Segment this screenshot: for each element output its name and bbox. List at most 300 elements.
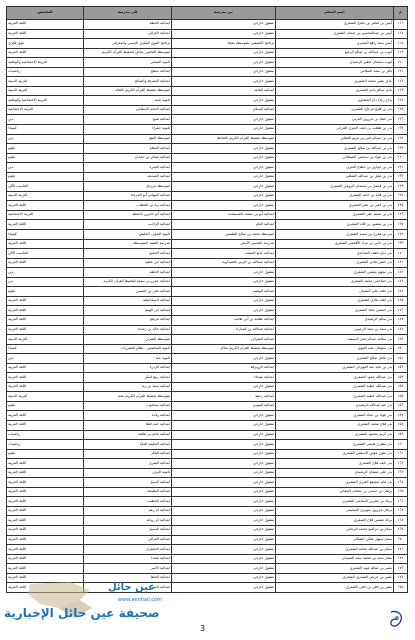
cell-spec: اللغة العربية (7, 506, 84, 516)
cell-from: مدرسة التفسير الأبيض (172, 239, 276, 249)
cell-num: ١٧٢ (394, 554, 408, 564)
cell-spec: اللغة العربية (7, 29, 84, 39)
table-row (7, 287, 408, 297)
cell-from: منقول خارجي (172, 48, 276, 58)
cell-name: بدر بن منصور بن قائد الشمري (276, 220, 394, 230)
cell-num: ١٣١ (394, 163, 408, 173)
table-row (7, 535, 408, 545)
cell-spec: التربية الاجتماعية (7, 210, 84, 220)
cell-to: متوسطة تحفيظ القرآن الكريم بالقائد (84, 86, 172, 96)
cell-num: ١٤٧ (394, 315, 408, 325)
table-row (7, 48, 408, 58)
cell-name: بادي بشير محمد الشمري (276, 77, 394, 87)
cell-name: برهان مرزوق سويري السعيمي (276, 506, 394, 516)
cell-num: ١١٩ (394, 48, 408, 58)
cell-num: ١٢٤ (394, 96, 408, 106)
cell-name: أيمن سعد رافع الشمري (276, 39, 394, 49)
cell-from: منقول خارجي (172, 382, 276, 392)
cell-from: منقول خارجي (172, 468, 276, 478)
table-row (7, 516, 408, 526)
cell-spec: اللغة العربية (7, 373, 84, 383)
cell-to: متوسطة مرزعل (84, 182, 172, 192)
cell-spec: اللغة العربية (7, 420, 84, 430)
cell-spec: التربية الدينية (7, 191, 84, 201)
table-row (7, 268, 408, 278)
cell-spec: اللغة العربية (7, 296, 84, 306)
cell-to: ابتدائية عمرو بن سلمة لتحفيظ القرآن الكريم (84, 277, 172, 287)
table-row (7, 392, 408, 402)
cell-from: منقول خارجي (172, 573, 276, 583)
cell-num: ١٥٧ (394, 411, 408, 421)
cell-num: ١٢٨ (394, 134, 408, 144)
table-row (7, 258, 408, 268)
cell-from: متوسطة تحفيظ القرآن الكريم بالحائط (172, 134, 276, 144)
cell-from: ابتدائية الشراف (172, 335, 276, 345)
cell-num: ١٢٦ (394, 115, 408, 125)
cell-num: ١٧١ (394, 545, 408, 555)
cell-to: ابتدائية زيد بن الخطاب (84, 201, 172, 211)
cell-name: بدر سليمان عمد اللبوي (276, 344, 394, 354)
cell-to: ابتدائية الجعفري (84, 545, 172, 555)
cell-to: ابتدائية الخطيب (84, 497, 172, 507)
cell-from: ابتدائية أبو بن سلمة بالمستجدة (172, 210, 276, 220)
cell-from: منقول خارجي (172, 430, 276, 440)
cell-num: ١٣٢ (394, 172, 408, 182)
cell-to: ثانوية جبة (84, 354, 172, 364)
cell-num: ١٣٧ (394, 220, 408, 230)
cell-spec: التربية الدينية (7, 335, 84, 345)
cell-name: بدر حماد بن مرزوق العربي (276, 115, 394, 125)
cell-to: ابتدائية الضري (84, 459, 172, 469)
cell-spec: اللغة العربية (7, 411, 84, 421)
cell-num: ١١٦ (394, 20, 408, 30)
cell-name: بدر بن هليل بن عبدالله الشطي (276, 172, 394, 182)
cell-num: ١٤٩ (394, 335, 408, 345)
cell-name: بدر حماحمي محمد الشمري (276, 277, 394, 287)
cell-spec: التربية الاجتماعية والوطنية (7, 96, 84, 106)
cell-spec: اللغة العربية (7, 554, 84, 564)
site-url: www.aenhail.com (118, 597, 162, 603)
table-row (7, 96, 408, 106)
table-row (7, 20, 408, 30)
cell-to: ثانوية الترف (84, 468, 172, 478)
cell-spec: علوم (7, 401, 84, 411)
cell-from: ابتدائية عبدالله بن المبارك (172, 325, 276, 335)
cell-num: ١٦٩ (394, 525, 408, 535)
cell-num: ١٥٩ (394, 430, 408, 440)
cell-name: بسام سيهل ملكي الشلالي (276, 535, 394, 545)
cell-spec: اللغة العربية (7, 564, 84, 574)
header-name: اسم المعلم (276, 7, 394, 20)
cell-to: متوسطة تحفيظ القرآن الكريم بحية (84, 392, 172, 402)
cell-name: بدر فلاح محمد الشمري (276, 420, 394, 430)
cell-spec: اللغة العربية (7, 468, 84, 478)
cell-from: منقول خارجي (172, 478, 276, 488)
watermark-text: عين حائل (108, 582, 156, 593)
table-row (7, 382, 408, 392)
table-row (7, 554, 408, 564)
cell-spec: رياضيات (7, 430, 84, 440)
cell-from: منقول خارجي (172, 277, 276, 287)
table-row (7, 220, 408, 230)
cell-from: متوسطة تحفيظ القرآن الكريم بحائل (172, 344, 276, 354)
cell-spec: دين (7, 115, 84, 125)
table-row (7, 115, 408, 125)
cell-name: بشير بن لافي بن لافي الشمري (276, 583, 394, 593)
cell-spec: اللغة العربية (7, 487, 84, 497)
cell-num: ١٥١ (394, 354, 408, 364)
cell-name: بدر خلف علي الشيبان (276, 287, 394, 297)
cell-name: بدر مطرح عليمي الشمري (276, 440, 394, 450)
cell-to: ابتدائية التنقلة (84, 144, 172, 154)
cell-name: برهان بن عيسى بن سلمان الحقاني (276, 487, 394, 497)
cell-name: بدر بن فيصل بن سليمان الرويلي الشمري (276, 182, 394, 192)
cell-to: ابتدائية الغزالي (84, 29, 172, 39)
cell-num: ١٢٢ (394, 77, 408, 87)
cell-name: بدر خلف هادي الشمري (276, 296, 394, 306)
table-row (7, 153, 408, 163)
cell-num: ١٥٦ (394, 401, 408, 411)
cell-name: بدر عامل صالح الشمري (276, 354, 394, 364)
cell-name: بدر بن عايد عيد التويزلي الشمري (276, 363, 394, 373)
cell-from: منقول خارجي (172, 125, 276, 135)
cell-from: ابتدائية رغيلة (172, 392, 276, 402)
table-row (7, 39, 408, 49)
cell-from: منقول خارجي (172, 449, 276, 459)
table-row (7, 230, 408, 240)
cell-from: منقول خارجي (172, 144, 276, 154)
cell-to: ثانوية الشبلي (84, 58, 172, 68)
cell-to: ابتدائية سعد بن زيد (84, 382, 172, 392)
cell-spec: التربية الدينية (7, 86, 84, 96)
cell-from: منقول خارجي (172, 535, 276, 545)
cell-num: ١٤٢ (394, 268, 408, 278)
cell-num: ١٤٦ (394, 306, 408, 316)
cell-from: متوسطة محمد بن صالح القليمين (172, 230, 276, 240)
cell-num: ١٢٧ (394, 125, 408, 135)
cell-num: ١٦١ (394, 449, 408, 459)
cell-name: بدر بن عبدالله بن صالح الشمري (276, 144, 394, 154)
table-row (7, 201, 408, 211)
cell-to: ابتدائية عمائر بن حمدان (84, 153, 172, 163)
cell-spec: عوق فكري (7, 39, 84, 49)
cell-name: بدر سالم الرشيدي (276, 315, 394, 325)
cell-spec: اللغة العربية (7, 573, 84, 583)
cell-num: ١٤٨ (394, 325, 408, 335)
cell-name: بدر بن عواد بن سحيمي الشملالي (276, 153, 394, 163)
cell-from: منقول خارجي (172, 497, 276, 507)
cell-name: بداح رجاء داح الجنفاوي (276, 96, 394, 106)
header-to: الى مدرسة (84, 7, 172, 20)
cell-to: ابتدائية البطيحة (84, 487, 172, 497)
cell-to: ابتدائية ام روخم (84, 516, 172, 526)
cell-spec: كيمياء (7, 344, 84, 354)
cell-from: برنامج الكفيفين بمتوسطة بقعاء (172, 39, 276, 49)
cell-to: ابتدائية أبو جابرين بالحطة (84, 210, 172, 220)
cell-from: منقول خارجي (172, 268, 276, 278)
cell-to: ابتدائية شيخ (84, 115, 172, 125)
cell-from: منقول خارجي (172, 182, 276, 192)
cell-to: ابتدائية الخطة (84, 20, 172, 30)
cell-from: منقول خارجي (172, 554, 276, 564)
cell-name: بدر مجهم مشعي الشمري (276, 268, 394, 278)
cell-spec: اللغة العربية (7, 535, 84, 545)
cell-spec: اللغة العربية (7, 239, 84, 249)
cell-spec: دين (7, 163, 84, 173)
cell-name: ايوب بن عبدالله بن صالح الزميع (276, 48, 394, 58)
cell-name: أيمن بن شاهر بن حجاج الشمري (276, 20, 394, 30)
cell-name: بدر عبدالله عطية الشمري (276, 382, 394, 392)
cell-name: باقر بن سعد السلامي (276, 67, 394, 77)
cell-num: ١٣٣ (394, 182, 408, 192)
cell-to: برنامج العوق الفكري الحسي والمعرفي (84, 39, 172, 49)
cell-spec: دين (7, 134, 84, 144)
cell-num: ١٦٢ (394, 459, 408, 469)
cell-num: ١٥٠ (394, 344, 408, 354)
cell-name: بدر عبدالله عطيه الشمري (276, 392, 394, 402)
table-row (7, 564, 408, 574)
cell-name: بدر سعد بن سعد الرجيبي (276, 325, 394, 335)
table-row (7, 306, 408, 316)
cell-to: ابتدائية العمر (84, 583, 172, 593)
table-body (7, 20, 408, 593)
cell-name: بدر بن خوازي بن حطاع العنزي (276, 163, 394, 173)
cell-from: منقول خارجي (172, 77, 276, 87)
cell-from: منقول خارجي (172, 191, 276, 201)
cell-num: ١١٧ (394, 29, 408, 39)
table-row (7, 335, 408, 345)
cell-spec: التربية الدينية (7, 392, 84, 402)
cell-spec: التربية الاجتماعية (7, 105, 84, 115)
table-row (7, 325, 408, 335)
table-row (7, 459, 408, 469)
table-row (7, 354, 408, 364)
table-row (7, 277, 408, 287)
cell-spec: اللغة العربية (7, 363, 84, 373)
table-header-row (7, 7, 408, 20)
cell-num: ١٣٦ (394, 210, 408, 220)
cell-to: متوسطة النفع (84, 134, 172, 144)
cell-num: ١٢٩ (394, 144, 408, 154)
cell-from: منقول خارجي (172, 96, 276, 106)
cell-spec: دين (7, 277, 84, 287)
cell-spec: كيمياء (7, 230, 84, 240)
cell-from: ابتدائية الوهيبة (172, 287, 276, 297)
cell-to: ابتدائية ام رهم (84, 506, 172, 516)
cell-num: ١٢٠ (394, 58, 408, 68)
cell-num: ١٦٤ (394, 478, 408, 488)
cell-spec: علوم (7, 172, 84, 182)
cell-to: ابتدائية حاتم بن طلحة (84, 430, 172, 440)
cell-name: بشار سعد بن محمد سعد الشيباني (276, 554, 394, 564)
table-row (7, 105, 408, 115)
header-spec: التخصص (7, 7, 84, 20)
cell-spec: اللغة العربية (7, 516, 84, 526)
cell-from: ابتدائية الزويرقة (172, 363, 276, 373)
cell-num: ١٣٩ (394, 239, 408, 249)
table-row (7, 401, 408, 411)
table-row (7, 172, 408, 182)
cell-name: بدر هايد صعيفع العنزي الشمري (276, 478, 394, 488)
cell-num: ١٤٠ (394, 249, 408, 259)
cell-spec: اللغة العربية (7, 525, 84, 535)
table-row (7, 420, 408, 430)
table-row (7, 363, 408, 373)
cell-num: ١٤١ (394, 258, 408, 268)
table-row (7, 249, 408, 259)
cell-from: منقول خارجي (172, 201, 276, 211)
cell-num: ١٣٨ (394, 230, 408, 240)
cell-from: منقول خارجي (172, 153, 276, 163)
cell-to: ثانوية المخصص - نظام المقررات (84, 344, 172, 354)
cell-to: ابتدائية الأمير (84, 564, 172, 574)
cell-spec: اللغة العربية (7, 315, 84, 325)
page-number: 3 (200, 624, 206, 633)
cell-to: ابتدائية شعدا (84, 554, 172, 564)
cell-spec: دين (7, 268, 84, 278)
table-row (7, 506, 408, 516)
cell-name: بشير بن عريض الشمري الشمري (276, 573, 394, 583)
cell-name: بدر ملوح عوض الاسلمي الشمري (276, 449, 394, 459)
cell-to: ابتدائية الحميل (84, 249, 172, 259)
cell-to: ابتدائية سمحوت (84, 401, 172, 411)
table-row (7, 315, 408, 325)
table-row (7, 545, 408, 555)
cell-name: بادي سالم بادي الشمري (276, 86, 394, 96)
cell-name: بدر عبدالله حمود الشمري (276, 373, 394, 383)
cell-from: منقول خارجي (172, 545, 276, 555)
cell-name: بدر علي عيشان الرشيدي (276, 468, 394, 478)
cell-spec: اللغة العربية (7, 220, 84, 230)
cell-from: منقول خارجي (172, 67, 276, 77)
table-row (7, 239, 408, 249)
table-row (7, 440, 408, 450)
cell-to: ابتدائية ربيع البكر (84, 373, 172, 383)
table-row (7, 449, 408, 459)
cell-spec: التربية الدينية (7, 77, 84, 87)
cell-from: منقول خارجي (172, 564, 276, 574)
header-from: من مدرسة (172, 7, 276, 20)
table-row (7, 296, 408, 306)
cell-num: ١٦٥ (394, 487, 408, 497)
table-row (7, 134, 408, 144)
cell-to: متوسطة القاضي عياض لتحفيظ القرآن الكريم (84, 48, 172, 58)
cell-spec: التربية الاجتماعية والوطنية (7, 58, 84, 68)
cell-spec: اللغة العربية (7, 545, 84, 555)
cell-num: ١٧٥ (394, 583, 408, 593)
cell-from: منقول خارجي (172, 411, 276, 421)
cell-num: ١٥٤ (394, 382, 408, 392)
cell-to: ابتدائية حمد قطا (84, 420, 172, 430)
table-row (7, 144, 408, 154)
cell-name: بدر بن لاهي بن علي الشمري (276, 201, 394, 211)
table-row (7, 58, 408, 68)
cell-spec: الحاسب الآلي (7, 249, 84, 259)
cell-to: ابتدائية علي بن الحسن (84, 287, 172, 297)
cell-name: بدر بن عبدالرحمن بن مزيو التنملي (276, 134, 394, 144)
cell-to: ابتدائية النجرة (84, 163, 172, 173)
cell-spec: اللغة العربية (7, 306, 84, 316)
cell-name: بدر خميس حماد الشمري (276, 306, 394, 316)
cell-to: ابتدائية ابن عطيه (84, 258, 172, 268)
cell-name: أيمن بن عبدالمحسن بن عثمان الشمري (276, 29, 394, 39)
cell-from: ابتدائية جابع المبعث (172, 249, 276, 259)
table-row (7, 125, 408, 135)
cell-to: ابتدائية الثاقر (84, 449, 172, 459)
cell-from: ابتدائية السلام (172, 105, 276, 115)
cell-name: بشير بن عياط عويد الشمري (276, 564, 394, 574)
cell-num: ١٤٤ (394, 287, 408, 297)
cell-num: ١٤٥ (394, 296, 408, 306)
cell-to: ابتدائية السبيل (84, 525, 172, 535)
cell-to: ابتدائية ولادة (84, 411, 172, 421)
document-sheet (6, 6, 407, 593)
cell-from: منقول خارجي (172, 172, 276, 182)
cell-num: ١٧٣ (394, 564, 408, 574)
cell-to: ابتدائية الزدرة (84, 363, 172, 373)
table-row (7, 430, 408, 440)
cell-name: بدر دياع دلفف الصاعدي (276, 249, 394, 259)
cell-to: ابتدائية ابن الهيثم (84, 306, 172, 316)
cell-to: ابتدائية الانجم الاسلامي (84, 105, 172, 115)
cell-spec: علوم (7, 144, 84, 154)
cell-num: ١٦٣ (394, 468, 408, 478)
cell-num: ١٦٠ (394, 440, 408, 450)
cell-spec: اللغة العربية (7, 583, 84, 593)
cell-to: متوسطة الشرف (84, 335, 172, 345)
cell-from: منقول خارجي (172, 420, 276, 430)
cell-to: ابتدائية الحطة (84, 268, 172, 278)
cell-from: ابتدائية العام (172, 220, 276, 230)
cell-name: بدر عواد بن حماد الشمري (276, 411, 394, 421)
cell-spec: اللغة العربية (7, 478, 84, 488)
cell-from: ابتدائية طلحة بن أبي طالب (172, 315, 276, 325)
cell-to: مدرسة التنفيذ المتوسطة (84, 239, 172, 249)
cell-num: ١٥٨ (394, 420, 408, 430)
cell-num: ١٥٣ (394, 373, 408, 383)
cell-name: بدر كريم محمود الشمري (276, 430, 394, 440)
cell-to: ابتدائية الملقا (84, 573, 172, 583)
cell-num: ١٤٣ (394, 277, 408, 287)
cell-from: منقول خارجي (172, 306, 276, 316)
cell-spec: كيمياء (7, 125, 84, 135)
table-row (7, 373, 408, 383)
cell-name: بدر بن معيله علي الشمري (276, 210, 394, 220)
cell-num: ١٣٤ (394, 191, 408, 201)
cell-from: منقول خارجي (172, 20, 276, 30)
cell-from: ابتدائية عبدالله بن الزبير بالصيداوية (172, 258, 276, 268)
cell-to: ابتدائية الغزالي (84, 535, 172, 545)
cell-name: بريك بن عمرين السلامي الشمري (276, 497, 394, 507)
cell-name: بدر عيد عبدالله الرشيدي (276, 401, 394, 411)
cell-spec: علوم (7, 153, 84, 163)
header-num: م (394, 7, 408, 20)
cell-spec: اللغة العربية (7, 325, 84, 335)
cell-to: ثانوية الجوف الخليص (84, 230, 172, 240)
stamp-icon (387, 608, 407, 632)
cell-from: ابتدائية النويبي (172, 401, 276, 411)
table-row (7, 182, 408, 192)
cell-spec: رياضيات (7, 67, 84, 77)
table-row (7, 86, 408, 96)
cell-num: ١٣٥ (394, 201, 408, 211)
table-row (7, 468, 408, 478)
cell-num: ١٦٨ (394, 516, 408, 526)
cell-num: ١٢١ (394, 67, 408, 77)
cell-num: ١١٨ (394, 39, 408, 49)
cell-spec: اللغة العربية (7, 48, 84, 58)
cell-from: منقول خارجي (172, 29, 276, 39)
